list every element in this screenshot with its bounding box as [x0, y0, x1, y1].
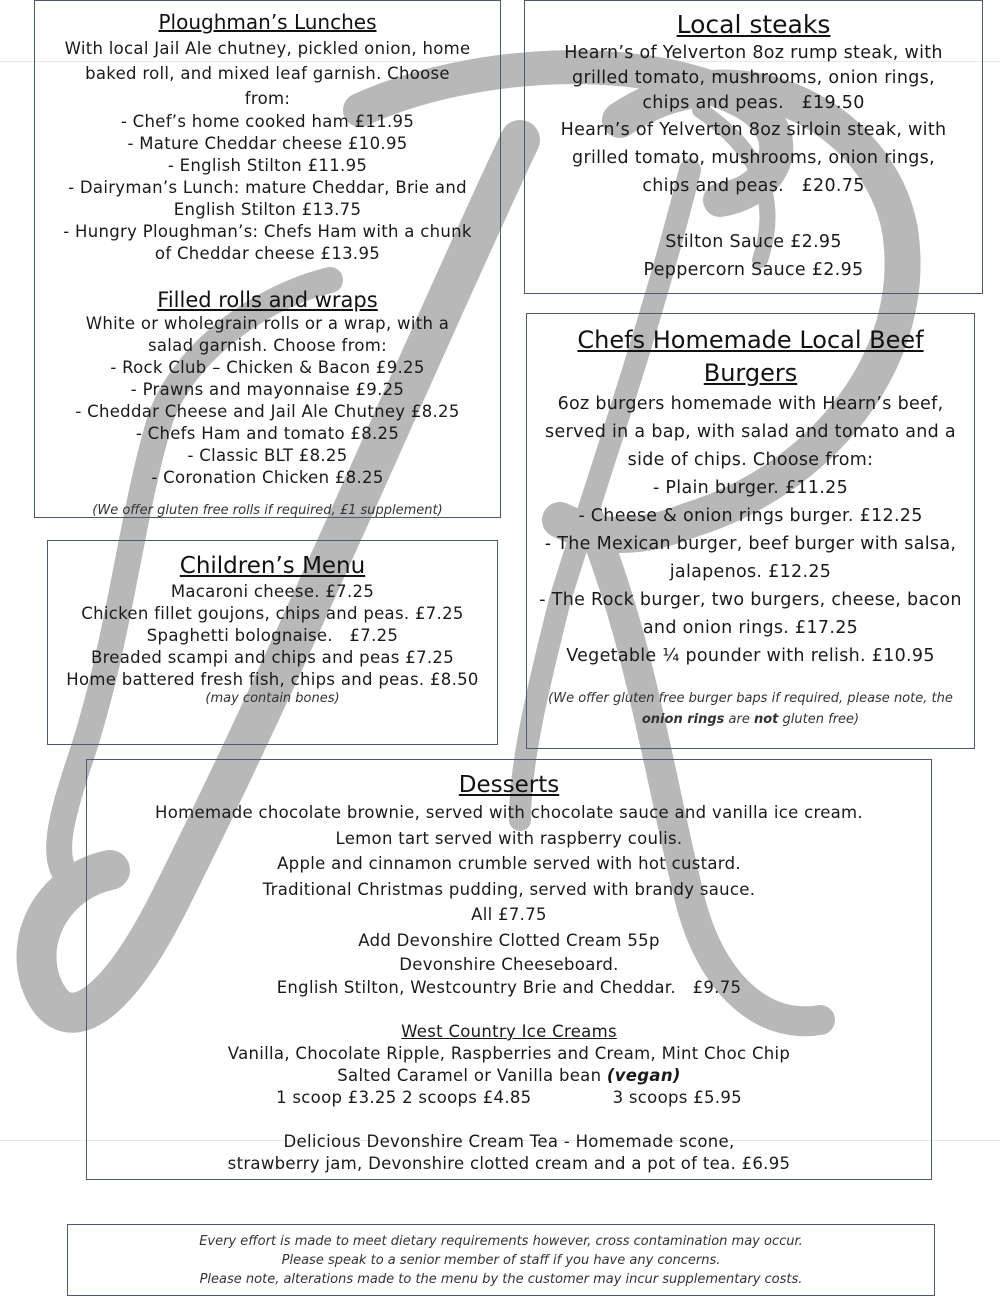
children-item: Chicken fillet goujons, chips and peas. £7.25: [81, 604, 464, 623]
steak-item: Hearn’s of Yelverton 8oz rump steak, with grilled tomato, mushrooms, onion rings, chips and peas. £19.50: [564, 43, 943, 113]
burger-item: - Cheese & onion rings burger. £12.25: [578, 506, 923, 526]
dessert-clotted-cream: Add Devonshire Clotted Cream 55p: [358, 930, 660, 950]
rolls-item: - Coronation Chicken £8.25: [151, 468, 384, 487]
children-section: [47, 540, 498, 745]
disclaimer-line: Please note, alterations made to the menu by the customer may incur supplementary costs.: [199, 1272, 803, 1287]
children-item: Macaroni cheese. £7.25: [170, 582, 375, 601]
burgers-section: [526, 313, 975, 749]
rolls-item: - Classic BLT £8.25: [187, 446, 348, 465]
burger-item: - Plain burger. £11.25: [652, 478, 849, 498]
creamtea-line: strawberry jam, Devonshire clotted cream and a pot of tea. £6.95: [227, 1154, 791, 1173]
rolls-note: (We offer gluten free rolls if required, £1 supplement): [92, 503, 443, 518]
ploughmans-section: [34, 0, 501, 518]
ploughmans-item: - Chef’s home cooked ham £11.95: [120, 112, 415, 131]
children-note: (may contain bones): [205, 691, 340, 706]
vegan-label: (vegan): [606, 1066, 681, 1085]
icecream-title: West Country Ice Creams: [401, 1022, 617, 1041]
burger-item: - The Rock burger, two burgers, cheese, bacon and onion rings. £17.25: [539, 590, 962, 638]
burgers-intro: 6oz burgers homemade with Hearn’s beef, served in a bap, with salad and tomato and a side of chips. Choose from:: [545, 394, 956, 470]
steak-item: Hearn’s of Yelverton 8oz sirloin steak, with grilled tomato, mushrooms, onion rings, chips and peas. £20.75: [560, 120, 947, 196]
sauce-item: Stilton Sauce £2.95: [665, 232, 842, 252]
children-title: Children’s Menu: [179, 553, 366, 579]
icecream-flavours: Salted Caramel or Vanilla bean (vegan): [337, 1066, 681, 1085]
disclaimer-line: Please speak to a senior member of staff if you have any concerns.: [281, 1253, 721, 1268]
icecream-flavours: Vanilla, Chocolate Ripple, Raspberries and Cream, Mint Choc Chip: [227, 1044, 791, 1063]
steaks-title: Local steaks: [676, 10, 831, 39]
rolls-item: - Cheddar Cheese and Jail Ale Chutney £8.25: [75, 402, 460, 421]
ploughmans-title: Ploughman’s Lunches: [158, 10, 377, 34]
dessert-all-price: All £7.75: [471, 905, 547, 924]
burger-item: - The Mexican burger, beef burger with salsa, jalapenos. £12.25: [544, 534, 957, 582]
children-item: Home battered fresh fish, chips and peas. £8.50: [66, 670, 479, 689]
dessert-item: Lemon tart served with raspberry coulis.: [335, 828, 683, 848]
rolls-title: Filled rolls and wraps: [157, 288, 378, 312]
icecream-prices: 1 scoop £3.25 2 scoops £4.85 3 scoops £5.95: [276, 1088, 742, 1107]
desserts-section: [86, 759, 932, 1180]
dessert-item: Apple and cinnamon crumble served with hot custard.: [277, 854, 741, 873]
ploughmans-item: - Mature Cheddar cheese £10.95: [127, 134, 408, 153]
children-item: Spaghetti bolognaise. £7.25: [146, 626, 399, 645]
ploughmans-intro: With local Jail Ale chutney, pickled onion, home baked roll, and mixed leaf garnish. Choose from:: [64, 39, 471, 108]
dessert-item: Homemade chocolate brownie, served with chocolate sauce and vanilla ice cream.: [155, 803, 863, 822]
rolls-item: - Chefs Ham and tomato £8.25: [135, 424, 400, 443]
burgers-note: (We offer gluten free burger baps if required, please note, the onion rings are not gluten free): [548, 691, 953, 727]
sauce-item: Peppercorn Sauce £2.95: [643, 260, 864, 280]
children-item: Breaded scampi and chips and peas £7.25: [90, 648, 455, 667]
ploughmans-item: - Hungry Ploughman’s: Chefs Ham with a chunk of Cheddar cheese £13.95: [63, 222, 472, 263]
cheeseboard-desc: English Stilton, Westcountry Brie and Cheddar. £9.75: [276, 978, 742, 997]
ploughmans-item: - Dairyman’s Lunch: mature Cheddar, Brie and English Stilton £13.75: [68, 178, 467, 219]
dessert-item: Traditional Christmas pudding, served with brandy sauce.: [262, 879, 756, 899]
desserts-title: Desserts: [458, 772, 560, 798]
dietary-disclaimer: [67, 1224, 935, 1296]
cheeseboard-title: Devonshire Cheeseboard.: [399, 955, 619, 974]
ploughmans-item: - English Stilton £11.95: [167, 156, 368, 175]
disclaimer-line: Every effort is made to meet dietary requirements however, cross contamination may occur.: [199, 1234, 803, 1249]
rolls-item: - Prawns and mayonnaise £9.25: [130, 380, 405, 399]
rolls-item: - Rock Club – Chicken & Bacon £9.25: [110, 358, 425, 377]
rolls-intro: White or wholegrain rolls or a wrap, with a salad garnish. Choose from:: [85, 314, 450, 355]
burger-item: Vegetable ¼ pounder with relish. £10.95: [566, 646, 935, 666]
creamtea-line: Delicious Devonshire Cream Tea - Homemade scone,: [283, 1132, 735, 1151]
burgers-title: Chefs Homemade Local Beef Burgers: [577, 326, 924, 387]
steaks-section: [524, 0, 983, 294]
